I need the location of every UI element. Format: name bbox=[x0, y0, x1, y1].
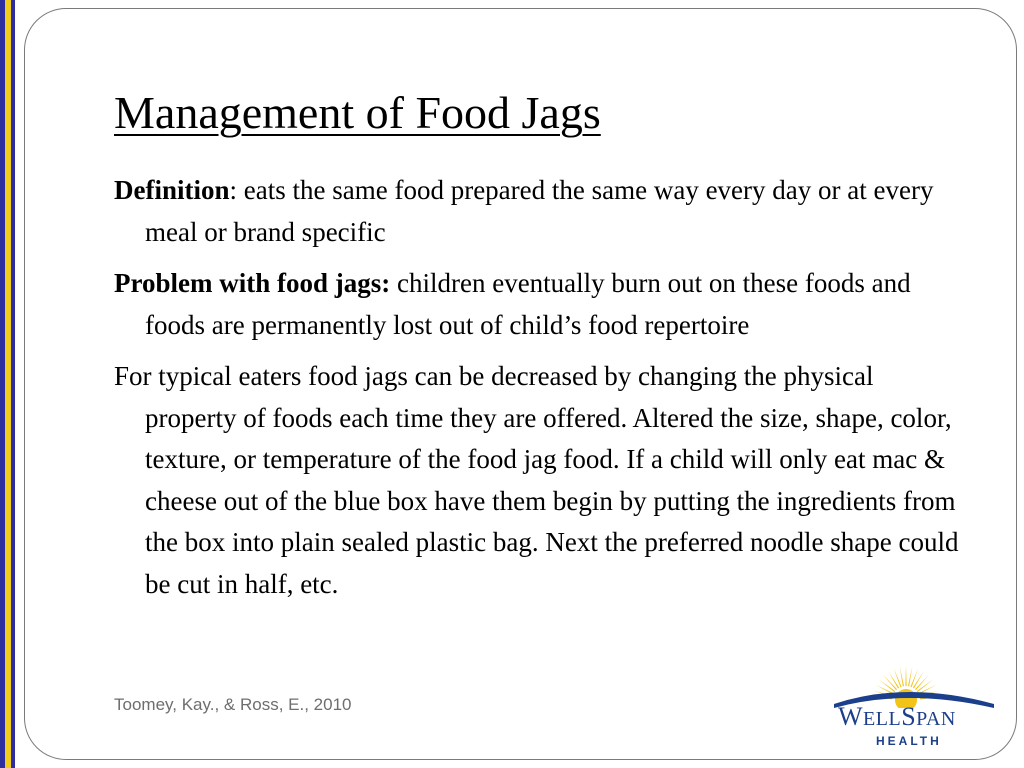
sunrise-icon bbox=[826, 658, 1002, 708]
logo-wordmark: WELLSPAN bbox=[838, 702, 956, 731]
sun-ray bbox=[908, 667, 912, 687]
sun-ray bbox=[905, 666, 906, 686]
slide-body bbox=[114, 170, 964, 615]
problem-label: Problem with food jags: bbox=[114, 268, 391, 298]
sun-ray bbox=[900, 667, 904, 687]
problem-text: children eventually burn out on these foods and foods are permanently lost out of child’s food repertoire bbox=[145, 268, 911, 340]
left-stripe-blue-inner bbox=[11, 0, 15, 768]
typical-eaters-paragraph bbox=[114, 356, 964, 605]
definition-text: : eats the same food prepared the same way every day or at every meal or brand specific bbox=[145, 175, 934, 247]
logo-subtitle: HEALTH bbox=[876, 734, 942, 748]
citation: Toomey, Kay., & Ross, E., 2010 bbox=[114, 695, 352, 714]
definition-label: Definition bbox=[114, 175, 230, 205]
problem-paragraph bbox=[114, 263, 964, 346]
definition-paragraph bbox=[114, 170, 964, 253]
typical-eaters-text: For typical eaters food jags can be decreased by changing the physical property of foods each time they are offered. Altered the size, shape, color, texture, or temperature of the food jag food. If a child will only eat mac & cheese out of the blue box have them begin by putting the ingredients from the box into plain sealed plastic bag. Next the preferred noodle shape could be cut in half, etc. bbox=[114, 361, 959, 599]
sun-ray bbox=[894, 668, 902, 687]
sun-ray bbox=[910, 668, 918, 687]
wellspan-logo bbox=[826, 658, 1002, 754]
slide-title: Management of Food Jags bbox=[114, 87, 601, 138]
